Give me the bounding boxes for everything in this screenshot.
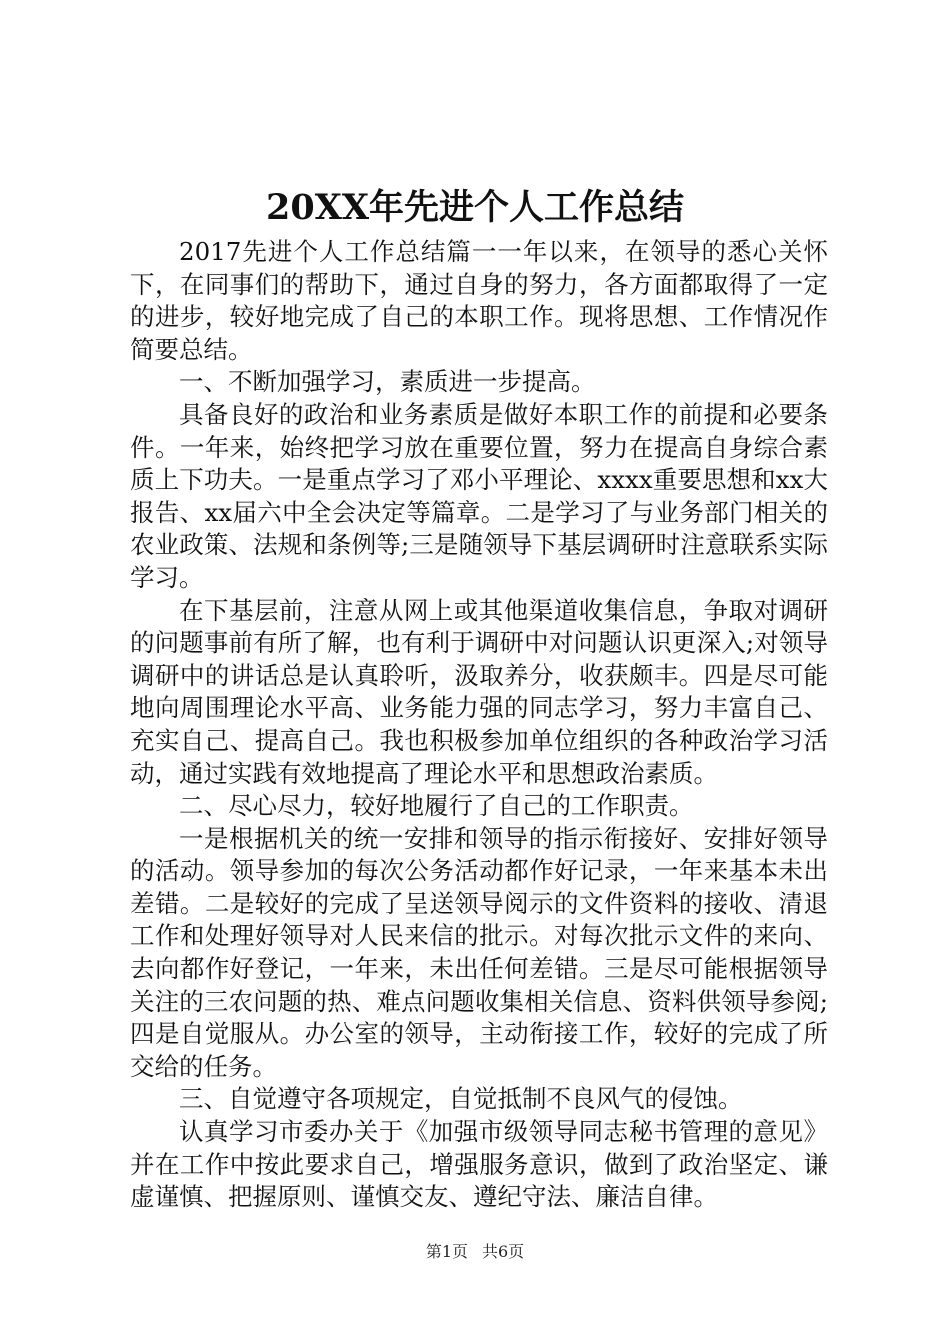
paragraph-intro: 2017先进个人工作总结篇一一年以来，在领导的悉心关怀下，在同事们的帮助下，通过自身的努力，各方面都取得了一定的进步，较好地完成了自己的本职工作。现将思想、工作情况作简要总结。: [130, 237, 828, 364]
document-body: [130, 236, 828, 1214]
page-total: 共6页: [482, 1242, 525, 1261]
section-heading-1: 一、不断加强学习，素质进一步提高。: [179, 367, 596, 397]
paragraph-study-2: 在下基层前，注意从网上或其他渠道收集信息，争取对调研的问题事前有所了解，也有利于调研中对问题认识更深入;对领导调研中的讲话总是认真聆听，汲取养分，收获颇丰。四是尽可能地向周围理论水平高、业务能力强的同志学习，努力丰富自己、充实自己、提高自己。我也积极参加单位组织的各种政治学习活动，通过实践有效地提高了理论水平和思想政治素质。: [130, 595, 828, 788]
section-heading-2: 二、尽心尽力，较好地履行了自己的工作职责。: [179, 791, 694, 821]
section-heading-3: 三、自觉遵守各项规定，自觉抵制不良风气的侵蚀。: [179, 1084, 743, 1114]
paragraph-study-1: 具备良好的政治和业务素质是做好本职工作的前提和必要条件。一年来，始终把学习放在重要位置，努力在提高自身综合素质上下功夫。一是重点学习了邓小平理论、xxxx重要思想和xx大报告、xx届六中全会决定等篇章。二是学习了与业务部门相关的农业政策、法规和条例等;三是随领导下基层调研时注意联系实际学习。: [130, 399, 828, 592]
paragraph-duties: 一是根据机关的统一安排和领导的指示衔接好、安排好领导的活动。领导参加的每次公务活动都作好记录，一年来基本未出差错。二是较好的完成了呈送领导阅示的文件资料的接收、清退工作和处理好领导对人民来信的批示。对每次批示文件的来向、去向都作好登记，一年来，未出任何差错。三是尽可能根据领导关注的三农问题的热、难点问题收集相关信息、资料供领导参阅;四是自觉服从。办公室的领导，主动衔接工作，较好的完成了所交给的任务。: [130, 823, 828, 1081]
paragraph-rules: 认真学习市委办关于《加强市级领导同志秘书管理的意见》并在工作中按此要求自己，增强服务意识，做到了政治坚定、谦虚谨慎、把握原则、谨慎交友、遵纪守法、廉洁自律。: [130, 1117, 828, 1212]
page-number: 第1页: [425, 1242, 468, 1261]
document-title: 20XX年先进个人工作总结: [265, 187, 685, 228]
page-footer: [0, 1240, 950, 1264]
